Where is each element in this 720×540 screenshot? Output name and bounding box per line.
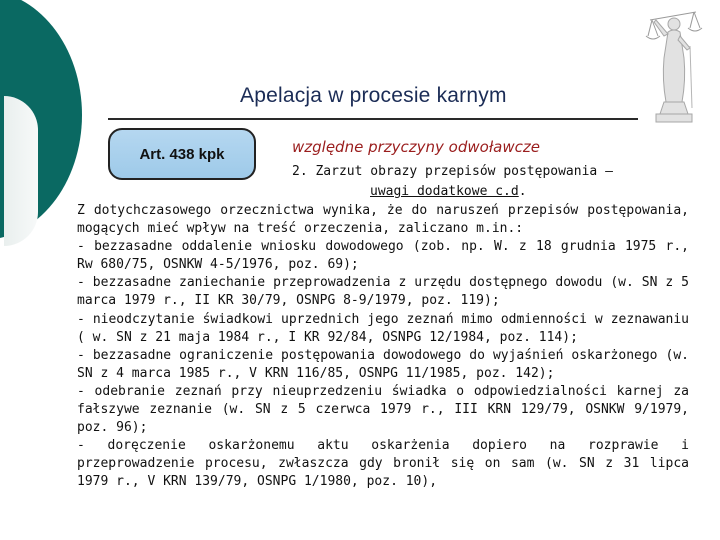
body-paragraph-item: - nieodczytanie świadkowi uprzednich jego zeznań mimo odmienności w zeznawaniu ( w. SN z 21 maja 1984 r., I KR 92/84, OSNPG 12/1984, poz. 114); [77,311,689,345]
body-paragraph-item: - bezzasadne oddalenie wniosku dowodowego (zob. np. W. z 18 grudnia 1975 r., Rw 680/75, OSNKW 4-5/1976, poz. 69); [77,239,689,273]
section-subtitle: względne przyczyny odwoławcze [292,138,540,156]
note-punctuation: . [518,184,527,199]
body-paragraph-item: - bezzasadne ograniczenie postępowania dowodowego do wyjaśnień oskarżonego (w. SN z 4 marca 1985 r., V KRN 116/85, OSNPG 11/1985, poz. 142); [77,347,689,381]
body-text [77,202,689,492]
body-paragraph-item: - doręczenie oskarżonemu aktu oskarżenia dopiero na rozprawie i przeprowadzenie procesu, zwłaszcza gdy bronił się on sam (w. SN z 31 lipca 1979 r., V KRN 139/79, OSNPG 1/1980, poz. 10), [77,438,689,490]
note-underlined-text: uwagi dodatkowe c.d [370,184,519,199]
title-divider [108,118,638,120]
article-reference-label: Art. 438 kpk [139,145,225,163]
body-paragraph-item: - bezzasadne zaniechanie przeprowadzenia z urzędu dostępnego dowodu (w. SN z 5 marca 1979 r., II KR 30/79, OSNPG 8-9/1979, poz. 119); [77,275,689,309]
decorative-light-band [4,96,38,246]
body-paragraph-intro: Z dotychczasowego orzecznictwa wynika, że do naruszeń przepisów postępowania, mogących mieć wpływ na treść orzeczenia, zaliczano m.in.: [77,203,689,237]
point-heading: 2. Zarzut obrazy przepisów postępowania – [292,164,613,179]
slide-title: Apelacja w procesie karnym [240,84,507,107]
justice-statue-icon [640,2,710,130]
article-reference-box [108,128,256,180]
body-paragraph-item: - odebranie zeznań przy nieuprzedzeniu świadka o odpowiedzialności karnej za fałszywe zeznanie (w. SN z 5 czerwca 1979 r., III KRN 129/79, OSNKW 9/1979, poz. 96); [77,383,689,436]
note-heading [370,184,527,199]
